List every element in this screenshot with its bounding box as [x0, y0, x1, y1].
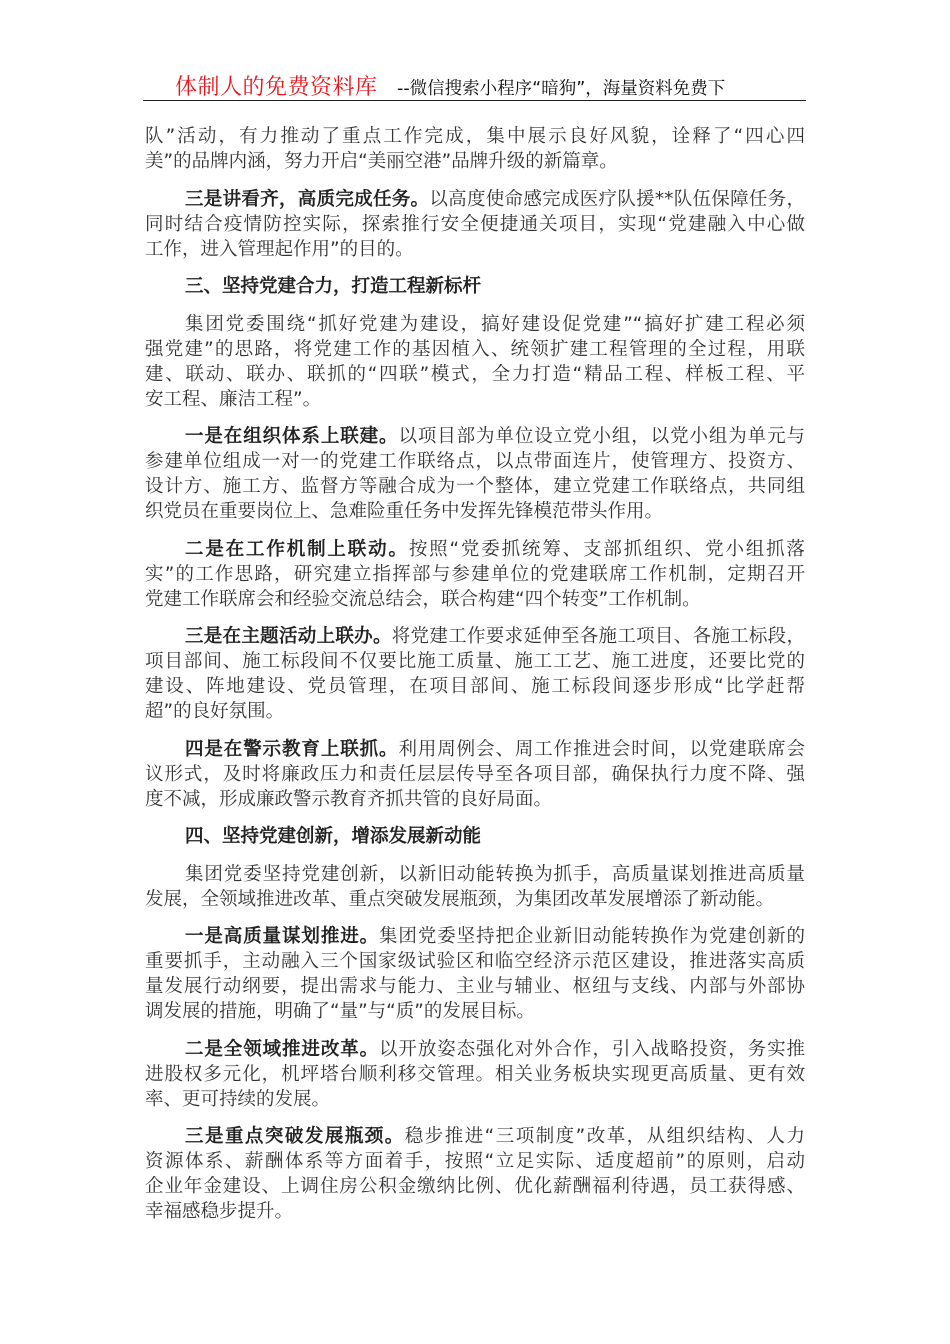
text-line [145, 1087, 805, 1112]
paragraph [145, 737, 805, 812]
paragraph [145, 537, 805, 612]
text-line [145, 499, 805, 524]
line-text: 建设、阵地建设、党员管理，在项目部间、施工标段间逐步形成“比学赶帮 [145, 676, 805, 697]
text-line [145, 212, 805, 237]
paragraph [145, 124, 805, 174]
text-line [145, 737, 805, 762]
text-line [145, 424, 805, 449]
text-line [145, 649, 805, 674]
line-text: 以开放姿态强化对外合作，引入战略投资，务实推 [379, 1038, 805, 1060]
text-line [145, 624, 805, 649]
text-line [145, 974, 805, 999]
text-line [145, 387, 805, 412]
section-heading [145, 274, 805, 299]
text-line [145, 237, 805, 262]
text-line [145, 699, 805, 724]
paragraph-lead: 一是高质量谋划推进。 [185, 926, 380, 947]
line-text: 项目部间、施工标段间不仅要比施工质量、施工工艺、施工进度，还要比党的 [145, 651, 805, 672]
line-text: 集团党委围绕“抓好党建为建设，搞好建设促党建”“搞好扩建工程必须 [185, 313, 805, 335]
text-line [145, 1149, 805, 1174]
line-text: 幸福感稳步提升。 [145, 1201, 294, 1222]
line-text: 调发展的措施，明确了“量”与“质”的发展目标。 [145, 1001, 535, 1022]
text-line [145, 1062, 805, 1087]
line-text: 集团党委坚持把企业新旧动能转换作为党建创新的 [379, 926, 805, 947]
line-text: 参建单位组成一对一的党建工作联络点，以点带面连片，使管理方、投资方、 [145, 451, 805, 472]
line-text: 按照“党委抓统筹、支部抓组织、党小组抓落 [408, 538, 805, 560]
paragraph [145, 624, 805, 724]
text-line [145, 1124, 805, 1149]
line-text: 进股权多元化，机坪塔台顺利移交管理。相关业务板块实现更高质量、更有效 [145, 1063, 805, 1085]
text-line [145, 274, 805, 299]
line-text: 安工程、廉洁工程”。 [145, 388, 322, 410]
text-line [145, 949, 805, 974]
text-line [145, 337, 805, 362]
text-line [145, 824, 805, 849]
line-text: 设计方、施工方、监督方等融合成为一个整体，建立党建工作联络点，共同组 [145, 476, 805, 497]
paragraph [145, 1124, 805, 1224]
line-text: 以高度使命感完成医疗队援**队伍保障任务， [429, 188, 805, 210]
line-text: 发展，全领域推进改革、重点突破发展瓶颈，为集团改革发展增添了新动能。 [145, 888, 775, 910]
line-text: 工作，进入管理起作用”的目的。 [145, 238, 414, 260]
text-line [145, 762, 805, 787]
text-line [145, 787, 805, 812]
line-text: 率、更可持续的发展。 [145, 1088, 331, 1110]
paragraph-lead: 三是在主题活动上联办。 [185, 626, 392, 647]
line-text: 党建工作联席会和经验交流总结会，联合构建“四个转变”工作机制。 [145, 588, 701, 610]
line-text: 集团党委坚持党建创新，以新旧动能转换为抓手，高质量谋划推进高质量 [185, 863, 805, 885]
text-line [145, 862, 805, 887]
line-text: 量发展行动纲要，提出需求与能力、主业与辅业、枢纽与支线、内部与外部协 [145, 976, 805, 997]
line-text: 建、联动、联办、联抓的“四联”模式，全力打造“精品工程、样板工程、平 [145, 363, 805, 385]
line-text: 将党建工作要求延伸至各施工项目、各施工标段， [391, 626, 805, 647]
line-text: 重要抓手，主动融入三个国家级试验区和临空经济示范区建设，推进落实高质 [145, 951, 805, 972]
paragraph [145, 312, 805, 412]
paragraph [145, 862, 805, 912]
paragraph [145, 187, 805, 262]
text-line [145, 562, 805, 587]
header-title-black: --微信搜索小程序“暗狗”，海量资料免费下 [397, 79, 726, 99]
text-line [145, 537, 805, 562]
text-line [145, 474, 805, 499]
paragraph-lead: 二是全领域推进改革。 [185, 1038, 380, 1060]
text-line [145, 587, 805, 612]
paragraph [145, 924, 805, 1024]
header-title-red: 体制人的免费资料库 [175, 75, 378, 100]
text-line [145, 1174, 805, 1199]
text-line [145, 149, 805, 174]
text-line [145, 124, 805, 149]
paragraph-lead: 三是讲看齐，高质完成任务。 [185, 188, 430, 210]
line-text: 强党建”的思路，将党建工作的基因植入、统领扩建工程管理的全过程，用联 [145, 338, 805, 360]
line-text: 四、坚持党建创新，增添发展新动能 [185, 826, 482, 847]
line-text: 稳步推进“三项制度”改革，从组织结构、人力 [404, 1126, 805, 1147]
text-line [145, 999, 805, 1024]
line-text: 三、坚持党建合力，打造工程新标杆 [185, 276, 482, 297]
line-text: 议形式，及时将廉政压力和责任层层传导至各项目部，确保执行力度不降、强 [145, 763, 805, 785]
line-text: 同时结合疫情防控实际，探索推行安全便捷通关项目，实现“党建融入中心做 [145, 213, 805, 235]
line-text: 织党员在重要岗位上、急难险重任务中发挥先锋模范带头作用。 [145, 501, 664, 522]
line-text: 企业年金建设、上调住房公积金缴纳比例、优化薪酬福利待遇，员工获得感、 [145, 1176, 805, 1197]
text-line [145, 312, 805, 337]
text-line [145, 924, 805, 949]
line-text: 队”活动，有力推动了重点工作完成，集中展示良好风貌，诠释了“四心四 [145, 126, 805, 147]
line-text: 美”的品牌内涵，努力开启“美丽空港”品牌升级的新篇章。 [145, 151, 618, 172]
line-text: 利用周例会、周工作推进会时间，以党建联席会 [398, 738, 805, 760]
text-line [145, 449, 805, 474]
paragraph-lead: 一是在组织体系上联建。 [185, 426, 399, 447]
paragraph-lead: 四是在警示教育上联抓。 [185, 738, 399, 760]
text-line [145, 887, 805, 912]
document-body [145, 124, 805, 1237]
page-header [143, 70, 806, 101]
text-line [145, 674, 805, 699]
paragraph-lead: 三是重点突破发展瓶颈。 [185, 1126, 405, 1147]
section-heading [145, 824, 805, 849]
text-line [145, 1037, 805, 1062]
line-text: 超”的良好氛围。 [145, 701, 285, 722]
paragraph [145, 424, 805, 524]
paragraph-lead: 二是在工作机制上联动。 [185, 538, 409, 560]
text-line [145, 187, 805, 212]
line-text: 度不减，形成廉政警示教育齐抓共管的良好局面。 [145, 788, 553, 810]
line-text: 实”的工作思路，研究建立指挥部与参建单位的党建联席工作机制，定期召开 [145, 563, 805, 585]
text-line [145, 1199, 805, 1224]
line-text: 以项目部为单位设立党小组，以党小组为单元与 [398, 426, 805, 447]
paragraph [145, 1037, 805, 1112]
line-text: 资源体系、薪酬体系等方面着手，按照“立足实际、适度超前”的原则，启动 [145, 1151, 805, 1172]
text-line [145, 362, 805, 387]
